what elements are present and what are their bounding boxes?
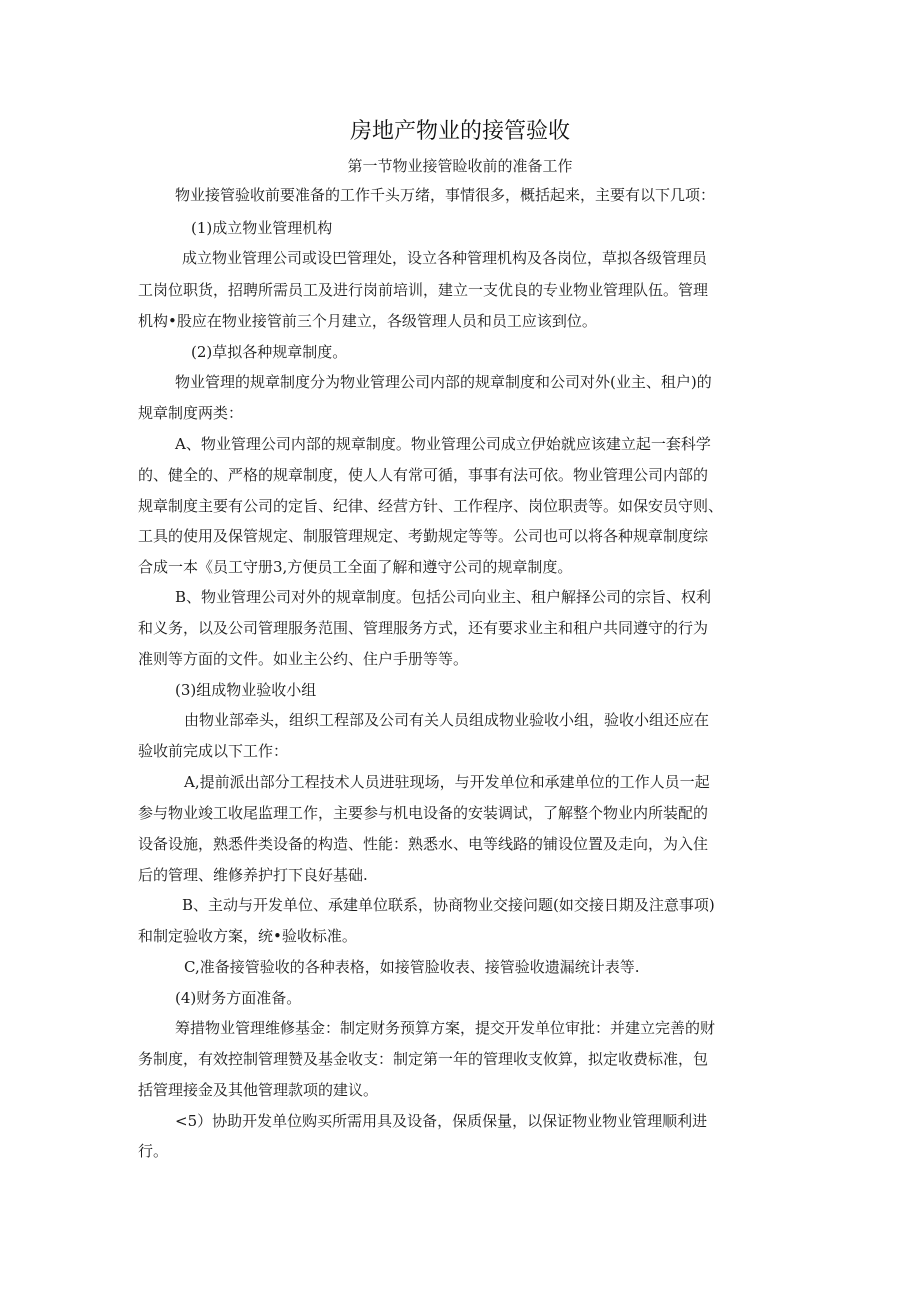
body-line: 合成一本《员工守册3,方便员工全面了解和遵守公司的规章制度。 (138, 558, 573, 576)
section-subtitle: 第一节物业接管睑收前的准备工作 (347, 157, 573, 175)
body-line: 参与物业竣工收尾监理工作，主要参与机电设备的安装调试，了解整个物业内所装配的 (138, 804, 709, 822)
body-line: 务制度，有效控制管理赞及基金收支：制定第一年的管理收支攸算，拟定收费标准，包 (138, 1050, 709, 1068)
body-line: 物业管理的规章制度分为物业管理公司内部的规章制度和公司对外(业主、租户)的 (175, 373, 712, 391)
body-line: A,提前派出部分工程技术人员进驻现场，与开发单位和承建单位的工作人员一起 (184, 773, 710, 791)
body-line: 和制定验收方案，统•验收标准。 (138, 927, 357, 945)
body-line: 括管理接金及其他管理款项的建议。 (138, 1081, 379, 1099)
body-line: 和义务，以及公司管理服务范围、管理服务方式，还有要求业主和租户共同遵守的行为 (138, 619, 709, 637)
body-line: 机构•股应在物业接管前三个月建立，各级管理人员和员工应该到位。 (138, 312, 597, 330)
body-line: 筹措物业管理维修基金：制定财务预算方案，提交开发单位审批：并建立完善的财 (175, 1019, 716, 1037)
body-line: 规章制度两类： (138, 404, 244, 422)
body-line: (3)组成物业验收小组 (175, 681, 317, 699)
body-line: <5）协助开发单位购买所需用具及设备，保质保量，以保证物业物业管理顺利进 (175, 1112, 708, 1130)
body-line: (2)草拟各种规章制度。 (191, 343, 348, 361)
body-line: 成立物业管理公司或设巴管理处，设立各种管理机构及各岗位，草拟各级管理员 (182, 249, 708, 267)
body-line: 由物业部牵头，组织工程部及公司有关人员组成物业验收小组，验收小组还应在 (184, 711, 710, 729)
body-line: 准则等方面的文件。如业主公约、住户手册等等。 (138, 650, 469, 668)
body-line: C,准备接管验收的各种表格，如接管脸收表、接管验收遗漏统计表等. (184, 958, 640, 976)
body-line: 工岗位职货，招聘所需员工及进行岗前培训，建立一支优良的专业物业管理队伍。管理 (138, 281, 709, 299)
body-line: B、主动与开发单位、承建单位联系，协商物业交接问题(如交接日期及注意事项) (182, 896, 715, 914)
body-line: 行。 (138, 1142, 169, 1160)
body-line: 的、健全的、严格的规章制度，使人人有常可循，事事有法可依。物业管理公司内部的 (138, 466, 709, 484)
body-line: 设备设施，熟悉件类设备的构造、性能：熟悉水、电等线路的铺设位置及走向，为入住 (138, 835, 709, 853)
body-line: B、物业管理公司对外的规章制度。包括公司向业主、租户解择公司的宗旨、权利 (175, 588, 712, 606)
body-line: 后的管理、维修养护打下良好基础. (138, 866, 368, 884)
body-line: 验收前完成以下工作： (138, 742, 289, 760)
document-title: 房地产物业的接管验收 (349, 119, 570, 144)
body-line: A、物业管理公司内部的规章制度。物业管理公司成立伊始就应该建立起一套科学 (175, 435, 711, 453)
body-line: (4)财务方面准备。 (175, 989, 302, 1007)
body-line: 物业接管验收前要准备的工作千头万绪，事情很多，概括起来，主要有以下几项： (175, 186, 716, 204)
body-line: 规章制度主要有公司的定旨、纪律、经营方针、工作程序、岗位职责等。如保安员守则、 (138, 497, 724, 515)
body-line: 工具的使用及保管规定、制服管理规定、考勤规定等等。公司也可以将各种规章制度综 (138, 527, 709, 545)
body-line: (1)成立物业管理机构 (191, 219, 333, 237)
